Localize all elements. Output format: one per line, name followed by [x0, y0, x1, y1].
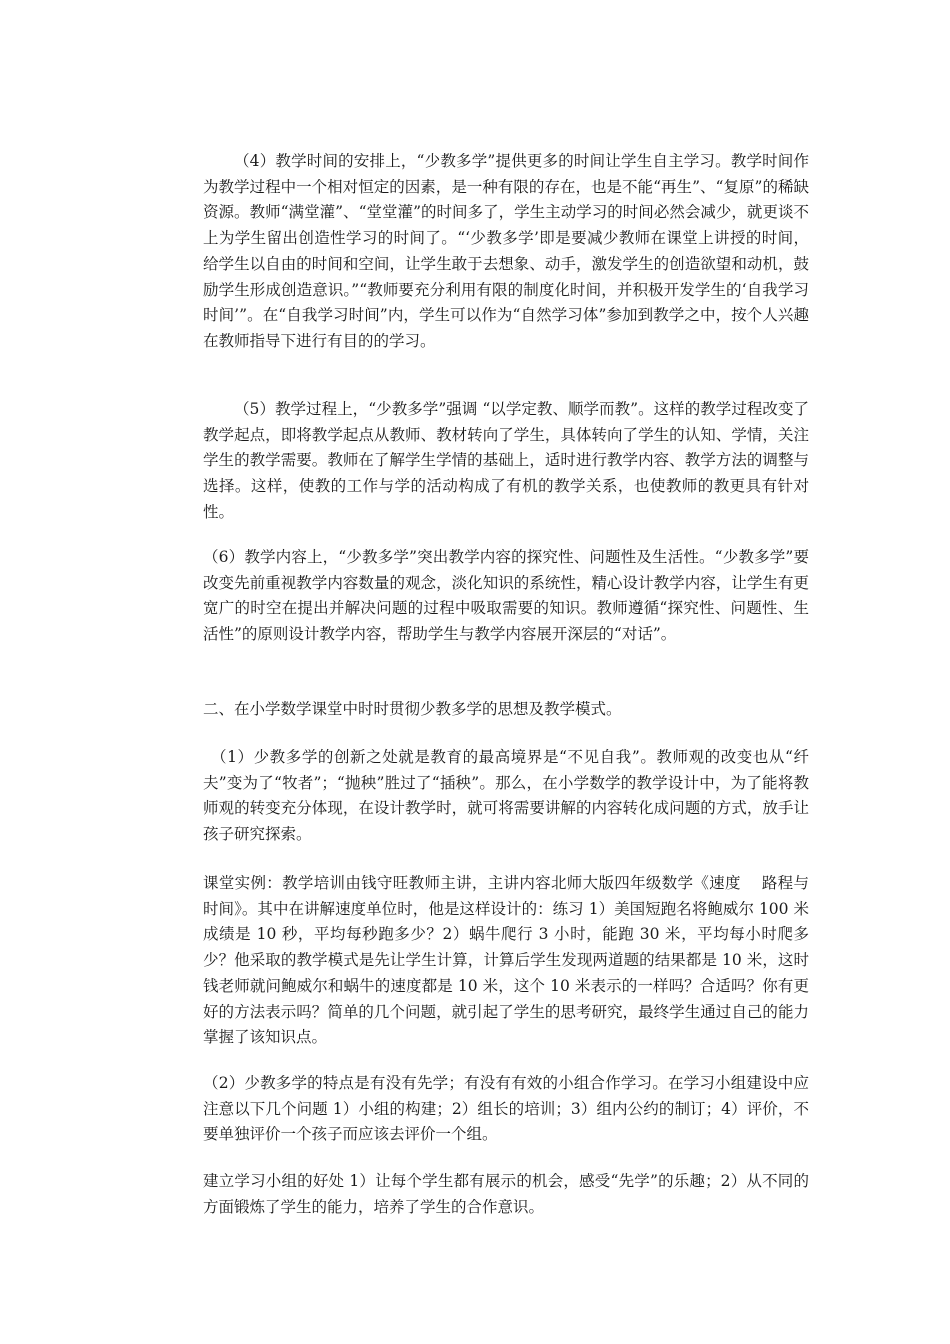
- section-heading: 二、在小学数学课堂中时时贯彻少教多学的思想及教学模式。: [203, 700, 622, 718]
- paragraph-classroom-example: 课堂实例：教学培训由钱守旺教师主讲，主讲内容北师大版四年级数学《速度 路程与时间》。其中在讲解速度单位时，他是这样设计的：练习 1）美国短跑名将鲍威尔 100 米成绩是 10 秒，平均每秒跑多少？2）蜗牛爬行 3 小时，能跑 30 米，平均每小时爬多少？他采取的教学模式是先让学生计算，计算后学生发现两道题的结果都是 10 米，这时钱老师就问鲍威尔和蜗牛的速度都是 10 米，这个 10 米表示的一样吗？合适吗？你有更好的方法表示吗？简单的几个问题，就引起了学生的思考研究，最终学生通过自己的能力掌握了该知识点。: [203, 874, 809, 1047]
- paragraph-teaching-process: （5）教学过程上，“少教多学”强调 “以学定教、顺学而教”。这样的教学过程改变了教学起点，即将教学起点从教师、教材转向了学生，具体转向了学生的认知、学情，关注学生的教学需要。教师在了解学生学情的基础上，适时进行教学内容、教学方法的调整与选择。这样，使教的工作与学的活动构成了有机的教学关系，也使教师的教更具有针对性。: [203, 400, 809, 521]
- paragraph-group-benefits: 建立学习小组的好处 1）让每个学生都有展示的机会，感受“先学”的乐趣；2）从不同的方面锻炼了学生的能力，培养了学生的合作意识。: [203, 1172, 809, 1216]
- paragraph-teaching-content: （6）教学内容上，“少教多学”突出教学内容的探究性、问题性及生活性。“少教多学”要改变先前重视教学内容数量的观念，淡化知识的系统性，精心设计教学内容，让学生有更宽广的时空在提出并解决问题的过程中吸取需要的知识。教师遵循“探究性、问题性、生活性”的原则设计教学内容，帮助学生与教学内容展开深层的“对话”。: [203, 548, 809, 644]
- paragraph-teaching-time: （4）教学时间的安排上，“少教多学”提供更多的时间让学生自主学习。教学时间作为教学过程中一个相对恒定的因素，是一种有限的存在，也是不能“再生”、“复原”的稀缺资源。教师“满堂灌”、“堂堂灌”的时间多了，学生主动学习的时间必然会减少，就更谈不上为学生留出创造性学习的时间了。“‘少教多学’即是要减少教师在课堂上讲授的时间，给学生以自由的时间和空间，让学生敢于去想象、动手，激发学生的创造欲望和动机，鼓励学生形成创造意识。”“教师要充分利用有限的制度化时间，并积极开发学生的‘自我学习时间’”。在“自我学习时间”内，学生可以作为“自然学习体”参加到教学之中，按个人兴趣在教师指导下进行有目的的学习。: [203, 152, 809, 350]
- paragraph-innovation: （1）少教多学的创新之处就是教育的最高境界是“不见自我”。教师观的改变也从“纤夫”变为了“牧者”；“抛秧”胜过了“插秧”。那么，在小学数学的教学设计中，为了能将教师观的转变充分体现，在设计教学时，就可将需要讲解的内容转化成问题的方式，放手让孩子研究探索。: [203, 748, 809, 844]
- paragraph-group-learning: （2）少教多学的特点是有没有先学；有没有有效的小组合作学习。在学习小组建设中应注意以下几个问题 1）小组的构建；2）组长的培训；3）组内公约的制订；4）评价，不要单独评价一个孩子而应该去评价一个组。: [203, 1074, 809, 1144]
